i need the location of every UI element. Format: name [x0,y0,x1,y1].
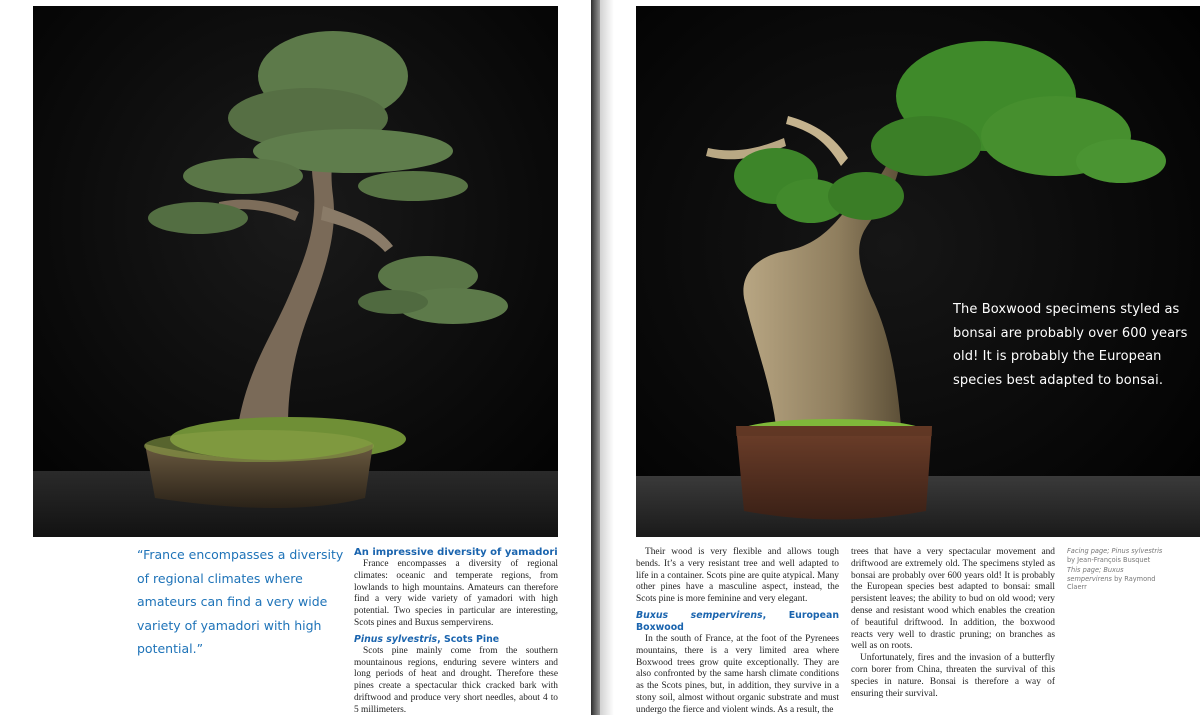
scots-pine-bonsai-photo [33,6,558,537]
wood-paragraph: Their wood is very flexible and allows tough bends. It’s a very resistant tree and well adapted to life in a container. Scots pine are quite atypical. Many other pines have a masculine aspect, instead, the Scots pine is more feminine and very elegant. [636,547,839,605]
text-column-1 [354,547,558,717]
intro-paragraph: France encompasses a diversity of regional climates: oceanic and temperate regions, from lowlands to high mountains. Amateurs can therefore find a very wide variety of yamadori with high potential. Two species in particular are interesting, Scots pines and Buxus sempervirens. [354,559,558,628]
credit-this-page [1067,566,1167,592]
credit-facing-species: Pinus sylvestris [1111,547,1163,555]
boxwood-subheading [636,610,839,634]
page-spine-shadow [600,0,614,715]
text-column-2 [636,547,839,717]
photo-caption-overlay: The Boxwood specimens styled as bonsai are probably over 600 years old! It is probably the European species best adapted to bonsai. [953,302,1188,388]
credit-this-by: by Raymond Claerr [1067,574,1156,592]
boxwood-bonsai-photo [636,6,1200,537]
col3-paragraph-2: Unfortunately, fires and the invasion of a butterfly corn borer from China, threaten the survival of this species in nature. Bonsai is therefore a way of ensuring their survival. [851,653,1055,699]
boxwood-common-name: , European Boxwood [636,609,839,633]
credit-facing-by: by Jean-François Busquet [1067,555,1151,564]
pine-latin-name: Pinus sylvestris [354,633,438,645]
photo-credits [1067,547,1167,594]
text-column-3 [851,547,1055,700]
boxwood-latin-name: Buxus sempervirens [636,609,763,621]
credit-facing-page [1067,547,1167,564]
credit-this-label: This page; [1067,566,1104,575]
pine-subheading [354,634,558,646]
credit-facing-label: Facing page; [1067,547,1112,555]
section-heading: An impressive diversity of yamadori [354,547,558,558]
credit-this-species: Buxus sempervirens [1067,566,1124,583]
pull-quote: “France encompasses a diversity of regional climates where amateurs can find a very wide variety of yamadori with high potential.” [137,547,344,656]
page-spine [591,0,600,715]
pine-common-name: , Scots Pine [437,633,500,645]
col3-paragraph-1: trees that have a very spectacular movement and driftwood are extremely old. The specimens styled as bonsai are probably over 600 years old! It is probably the European species best adapted to bonsai: small persistent leaves; the ability to bud on old wood; very dense and resistant wood which enables the creation of beautiful driftwood. In addition, the boxwood reacts very well to drastic pruning; on branches as well as on roots. [851,547,1055,652]
boxwood-paragraph: In the south of France, at the foot of the Pyrenees mountains, there is a very limited area where Boxwood trees grow quite exceptionally. They are also confronted by the same harsh climate conditions as the Scots pines, but, in addition, they survive in a stony soil, almost without organic substrate and must undergo the fierce and violent winds. As a result, the [636,633,839,715]
pine-paragraph: Scots pine mainly come from the southern mountainous regions, enduring severe winters and long periods of heat and drought. Therefore these pines create a spectacular thick cracked bark with driftwood and produce very short needles, about 4 to 5 millimeters. [354,645,558,715]
